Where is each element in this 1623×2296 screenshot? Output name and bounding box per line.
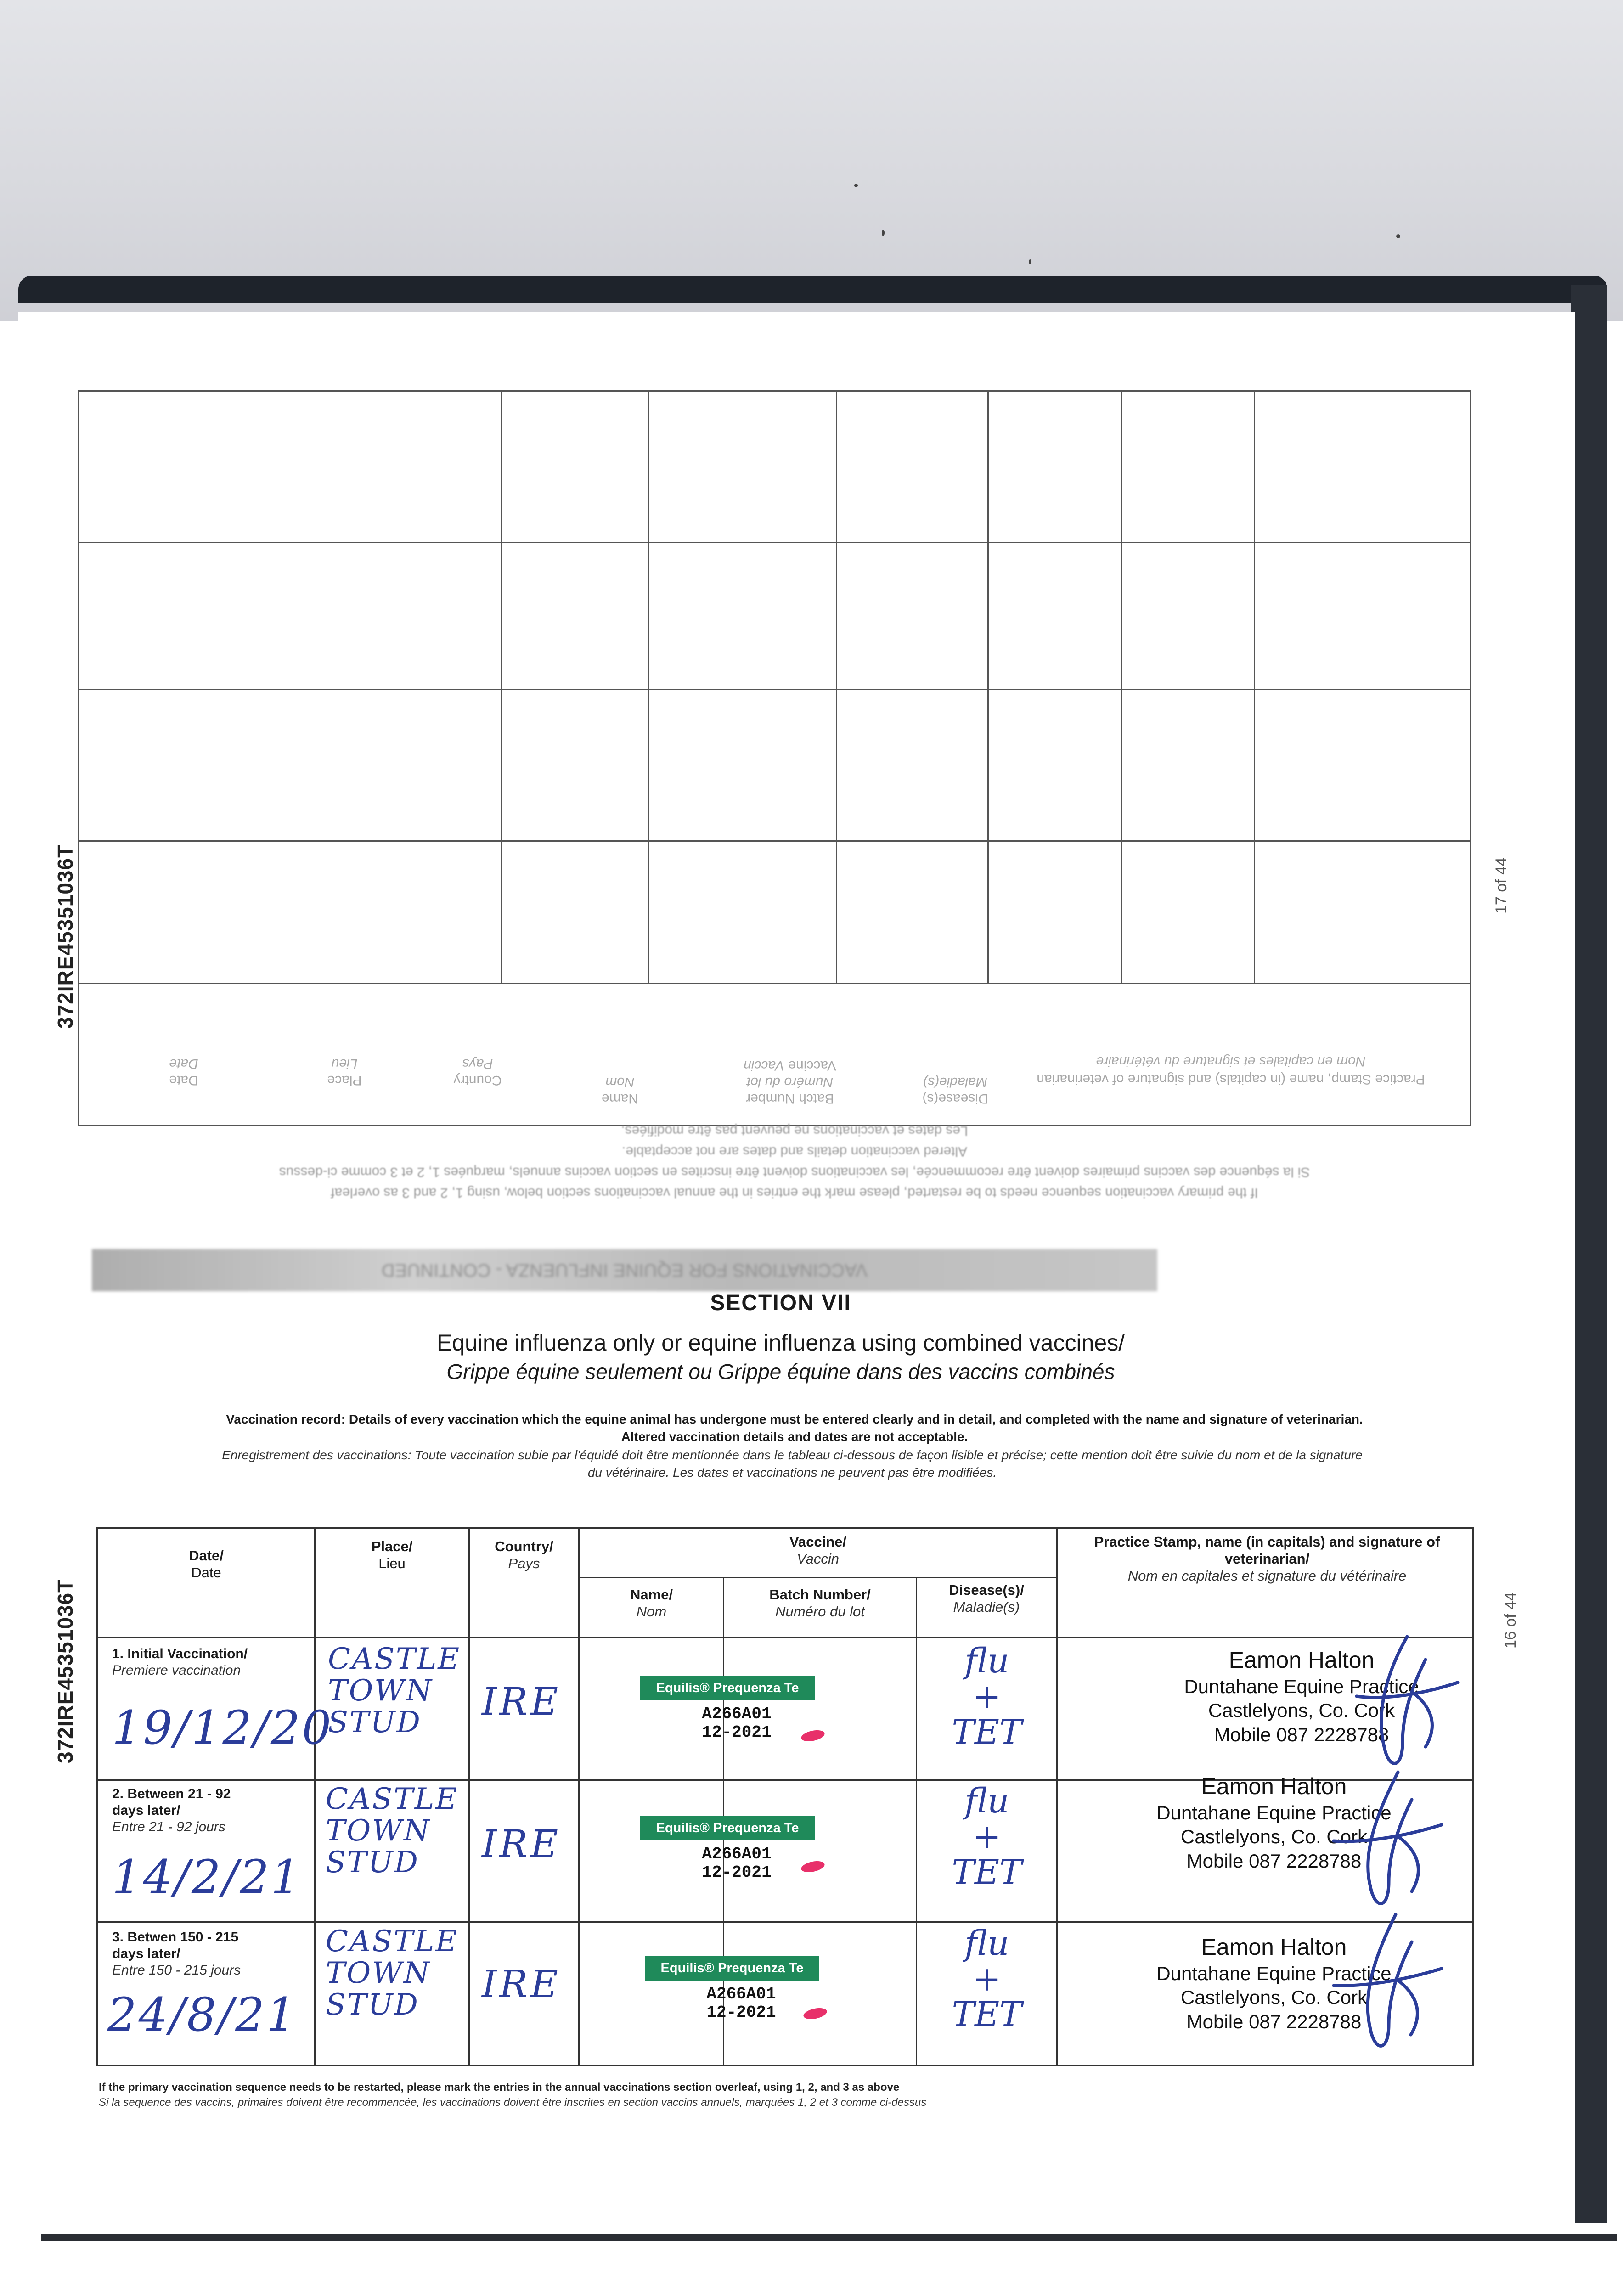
row-2-vet-mobile: Mobile 087 2228788	[1186, 1850, 1362, 1872]
row-1-label-en: 1. Initial Vaccination/	[112, 1646, 248, 1661]
grid-cell	[989, 392, 1122, 543]
grid-cell	[837, 690, 989, 842]
row-3-vaccine-sticker	[645, 1956, 819, 2048]
row-3-vet-mobile: Mobile 087 2228788	[1186, 2010, 1362, 2032]
grid-cell	[989, 543, 1122, 690]
row-2-label-en-1: 2. Between 21 - 92	[112, 1786, 231, 1801]
instruction-en	[106, 1411, 1483, 1446]
row-3-place-line: TOWN	[326, 1956, 431, 1991]
passport-id-vertical-top: 372IRE45351036T	[53, 844, 77, 1029]
row-2-vaccine-name: Equilis® Prequenza Te	[640, 1816, 815, 1840]
row-2-label-fr: Entre 21 - 92 jours	[112, 1819, 225, 1835]
grid-cell	[1255, 392, 1471, 543]
grid-cell	[649, 392, 837, 543]
grid-cell	[502, 842, 649, 984]
row-1-batch-number: A266A01	[702, 1705, 772, 1723]
row-3-place	[326, 1926, 458, 2021]
instruction-fr-line: du vétérinaire. Les dates et vaccinations ne peuvent pas être modifiées.	[587, 1465, 997, 1480]
header-date-en: Date/	[189, 1548, 224, 1564]
row-1-vet-location: Castlelyons, Co. Cork	[1208, 1699, 1395, 1721]
row-3-label-fr: Entre 150 - 215 jours	[112, 1963, 241, 1978]
mirrored-back-headers	[87, 1010, 1456, 1116]
row-3-vet-name: Eamon Halton	[1201, 1934, 1347, 1960]
col-divider	[1056, 1529, 1058, 2065]
mirrored-date-header: Date	[169, 1073, 198, 1088]
row-3-disease-line: flu	[964, 1924, 1009, 1963]
header-name-en: Name/	[630, 1587, 673, 1603]
grid-cell	[79, 392, 502, 543]
pink-mark	[802, 2006, 828, 2021]
grid-cell	[837, 543, 989, 690]
instruction-fr	[101, 1446, 1483, 1481]
header-place-fr: Lieu	[378, 1555, 406, 1572]
grid-cell	[79, 543, 502, 690]
header-country-en: Country/	[495, 1538, 553, 1554]
scan-speck	[854, 184, 858, 187]
mirrored-country-header-fr: Pays	[462, 1056, 493, 1071]
grid-cell	[649, 842, 837, 984]
header-name	[580, 1586, 723, 1620]
footnote-fr: Si la sequence des vaccins, primaires doivent être recommencée, les vaccinations doivent être inscrites en section vaccins annuels, marquées 1, 2 et 3 comme ci-dessus	[99, 2096, 927, 2109]
row-1-place-line: TOWN	[328, 1674, 433, 1708]
mirrored-stamp-header-fr: Nom en capitales et signature du vétérinaire	[1096, 1054, 1366, 1069]
col-divider	[314, 1529, 316, 2065]
page-bottom-edge	[41, 2234, 1617, 2241]
row-1-country: IRE	[482, 1680, 561, 1724]
mirrored-vaccine-header: Vaccine	[788, 1058, 836, 1073]
header-country-fr: Pays	[508, 1555, 540, 1572]
grid-cell	[989, 690, 1122, 842]
instruction-fr-line: Enregistrement des vaccinations: Toute vaccination subie par l'équidé doit être mentionnée dans le tableau ci-dessous de façon lisible et précise; cette mention doit être suivie du nom et de la signature	[222, 1448, 1363, 1462]
pink-mark	[800, 1728, 825, 1743]
grid-cell	[1255, 543, 1471, 690]
row-2-vet-signature	[1320, 1767, 1448, 1919]
mirrored-disease-header-fr: Maladie(s)	[923, 1075, 988, 1090]
row-3-batch	[682, 1985, 801, 2021]
col-divider	[916, 1577, 917, 2065]
header-country	[470, 1538, 578, 1572]
row-3-expiry: 12-2021	[706, 2003, 776, 2022]
row-1-label-fr: Premiere vaccination	[112, 1663, 241, 1678]
mirrored-date-header-fr: Date	[169, 1056, 198, 1071]
header-batch-en: Batch Number/	[769, 1587, 871, 1603]
row-2-place	[326, 1784, 458, 1879]
row-1-disease	[923, 1643, 1051, 1750]
row-3-label-en-1: 3. Betwen 150 - 215	[112, 1930, 239, 1945]
header-disease-fr: Maladie(s)	[953, 1599, 1020, 1615]
section-number: SECTION VII	[710, 1291, 851, 1315]
row-1-vet-mobile: Mobile 087 2228788	[1214, 1723, 1389, 1745]
row-3-date: 24/8/21	[107, 1988, 298, 2042]
row-3-label	[112, 1929, 310, 1979]
row-3-vet-practice: Duntahane Equine Practice	[1156, 1962, 1392, 1984]
pink-mark	[800, 1859, 825, 1874]
grid-cell	[1255, 842, 1471, 984]
row-2-country: IRE	[482, 1823, 561, 1866]
row-2-place-line: TOWN	[326, 1814, 431, 1848]
current-page-number: 16 of 44	[1502, 1592, 1519, 1649]
row-2-expiry: 12-2021	[702, 1863, 772, 1882]
row-3-vet-signature	[1320, 1910, 1448, 2061]
grid-cell	[1122, 690, 1255, 842]
row-3-disease	[923, 1926, 1051, 2033]
row-2-vet-practice: Duntahane Equine Practice	[1156, 1801, 1392, 1823]
row-2-batch	[677, 1845, 796, 1881]
row-2-disease-line: flu	[964, 1781, 1009, 1821]
grid-cell	[1122, 543, 1255, 690]
row-2-vet-location: Castlelyons, Co. Cork	[1180, 1826, 1368, 1847]
footnote-en: If the primary vaccination sequence needs to be restarted, please mark the entries in the annual vaccinations section overleaf, using 1, 2, and 3 as above	[99, 2081, 900, 2093]
row-3-place-line: STUD	[326, 1988, 419, 2022]
row-2-label-en-2: days later/	[112, 1803, 180, 1818]
mirrored-country-header: Country	[453, 1073, 502, 1088]
row-2-disease	[923, 1781, 1051, 1892]
grid-cell	[1122, 842, 1255, 984]
vaccination-table	[96, 1527, 1474, 2066]
row-1-vet-name: Eamon Halton	[1229, 1647, 1375, 1673]
grid-cell	[1255, 690, 1471, 842]
row-2-disease-line: +	[972, 1817, 1001, 1857]
grid-cell	[79, 842, 502, 984]
row-2-label	[112, 1786, 310, 1835]
section-title-fr: Grippe équine seulement ou Grippe équine dans des vaccins combinés	[446, 1360, 1115, 1384]
header-stamp-en: Practice Stamp, name (in capitals) and signature of veterinarian/	[1094, 1534, 1440, 1567]
row-1-vaccine-sticker	[640, 1676, 815, 1767]
grid-cell	[79, 690, 502, 842]
row-1-disease-line: flu	[964, 1641, 1009, 1681]
row-1-place-line: STUD	[328, 1705, 422, 1740]
grid-cell	[502, 690, 649, 842]
row-1-vaccine-name: Equilis® Prequenza Te	[640, 1676, 815, 1700]
row-3-vet-location: Castlelyons, Co. Cork	[1180, 1986, 1368, 2008]
row-3-disease-line: +	[972, 1959, 1001, 1999]
scan-speck	[1029, 259, 1031, 264]
mirrored-name-header: Name	[601, 1091, 639, 1106]
header-place-en: Place/	[371, 1538, 413, 1554]
grid-cell	[837, 842, 989, 984]
header-vaccine-en: Vaccine/	[789, 1534, 847, 1550]
row-divider	[578, 1577, 1057, 1578]
mirrored-batch-header: Batch Number	[746, 1091, 834, 1106]
row-divider	[98, 1637, 1472, 1638]
mirrored-disease-header: Disease(s)	[922, 1091, 988, 1106]
scan-speck	[1396, 234, 1400, 238]
mirrored-banner	[92, 1249, 1157, 1291]
row-divider	[98, 1921, 1472, 1923]
row-2-vet-name: Eamon Halton	[1201, 1773, 1347, 1799]
header-place	[316, 1538, 468, 1572]
header-disease-en: Disease(s)/	[949, 1582, 1024, 1598]
mirrored-note: Altered vaccination details and dates are not acceptable.	[621, 1144, 968, 1159]
row-2-batch-number: A266A01	[702, 1845, 772, 1863]
row-1-disease-line: TET	[952, 1712, 1022, 1752]
back-page-number: 17 of 44	[1493, 857, 1510, 914]
row-3-label-en-2: days later/	[112, 1946, 180, 1961]
mirrored-note: Les dates et vaccinations ne peuvent pas être modifiées.	[621, 1123, 968, 1138]
mirrored-place-header: Place	[327, 1073, 362, 1088]
row-2-disease-line: TET	[952, 1852, 1022, 1892]
header-stamp	[1067, 1533, 1467, 1585]
row-2-date: 14/2/21	[112, 1850, 302, 1904]
grid-cell	[837, 392, 989, 543]
folder-edge	[18, 276, 1607, 303]
grid-cell	[989, 842, 1122, 984]
mirrored-batch-header-fr: Numéro du lot	[746, 1075, 834, 1090]
instruction-en-line: Vaccination record: Details of every vaccination which the equine animal has undergone must be entered clearly and in detail, and completed with the name and signature of veterinarian.	[226, 1412, 1363, 1426]
row-1-place	[328, 1643, 461, 1739]
mirrored-name-header-fr: Nom	[605, 1075, 635, 1090]
mirrored-note: If the primary vaccination sequence needs to be restarted, please mark the entries in the annual vaccinations section below, using 1, 2 and 3 as overleaf	[331, 1185, 1258, 1200]
grid-cell	[649, 690, 837, 842]
row-1-expiry: 12-2021	[702, 1722, 772, 1742]
header-batch	[724, 1586, 916, 1620]
scanner-background	[0, 0, 1623, 321]
row-1-place-line: CASTLE	[328, 1642, 461, 1676]
mirrored-stamp-header: Practice Stamp, name (in capitals) and signature of veterinarian	[1037, 1072, 1425, 1087]
mirrored-note: Si la séquence des vaccins primaires doivent être recommencée, les vaccinations doivent être inscrites en section vaccins annuels, marquées 1, 2 et 3 comme ci-dessus	[279, 1165, 1310, 1180]
scan-speck	[882, 230, 885, 236]
passport-id-vertical-bottom: 372IRE45351036T	[53, 1579, 77, 1763]
header-vaccine-fr: Vaccin	[797, 1551, 839, 1567]
row-1-label	[112, 1646, 310, 1679]
row-1-disease-line: +	[972, 1677, 1001, 1716]
instruction-en-line: Altered vaccination details and dates are not acceptable.	[621, 1429, 968, 1444]
header-batch-fr: Numéro du lot	[775, 1604, 865, 1620]
header-date-fr: Date	[191, 1564, 221, 1581]
header-disease	[917, 1581, 1056, 1615]
row-2-place-line: CASTLE	[326, 1782, 458, 1816]
grid-cell	[1122, 392, 1255, 543]
section-title-en: Equine influenza only or equine influenza using combined vaccines/	[436, 1330, 1125, 1356]
grid-cell	[649, 543, 837, 690]
row-1-vet-signature	[1338, 1632, 1467, 1779]
col-divider	[468, 1529, 470, 2065]
mirrored-vaccine-header-fr: Vaccin	[744, 1058, 785, 1073]
mirrored-back-notes	[175, 1120, 1414, 1203]
row-3-place-line: CASTLE	[326, 1925, 458, 1958]
header-name-fr: Nom	[636, 1604, 667, 1620]
folder-right-edge	[1571, 285, 1607, 2223]
grid-cell	[502, 543, 649, 690]
mirrored-banner-text: VACCINATIONS FOR EQUINE INFLUENZA - CONTINUED	[381, 1260, 868, 1280]
row-2-vaccine-sticker	[640, 1816, 815, 1908]
grid-cell	[502, 392, 649, 543]
header-date	[98, 1547, 314, 1581]
row-3-vaccine-name: Equilis® Prequenza Te	[645, 1956, 819, 1981]
row-3-country: IRE	[482, 1963, 561, 2006]
row-1-vet-practice: Duntahane Equine Practice	[1184, 1675, 1419, 1697]
header-stamp-fr: Nom en capitales et signature du vétérinaire	[1127, 1568, 1407, 1584]
row-3-disease-line: TET	[952, 1995, 1022, 2035]
row-1-date: 19/12/20	[112, 1701, 333, 1755]
header-vaccine	[580, 1533, 1056, 1567]
mirrored-place-header-fr: Lieu	[331, 1056, 358, 1071]
row-1-batch	[677, 1705, 796, 1741]
row-3-batch-number: A266A01	[706, 1985, 776, 2003]
row-2-place-line: STUD	[326, 1846, 419, 1880]
